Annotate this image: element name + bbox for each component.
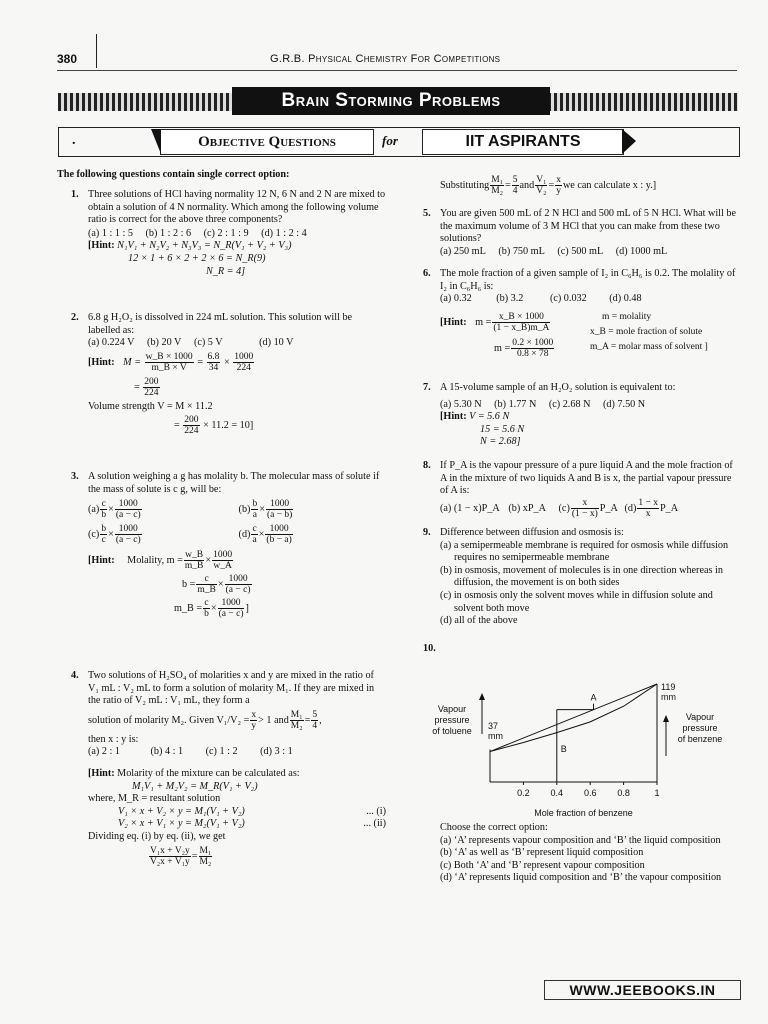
subheader-for: for (382, 133, 398, 148)
question-text: You are given 500 mL of 2 N HCl and 500 mL of 5 N HCl. What will be the maximum volume of 3 M HCl that you can make from these two solutions? (440, 208, 736, 245)
question-text: The mole fraction of a given sample of I₂ in C₆H₆ is 0.2. The molality of I₂ in C₆H₆ is: (440, 268, 736, 292)
hint-label: [Hint: (440, 411, 467, 423)
question-5 (423, 208, 736, 258)
option-d[interactable]: (d) ‘A’ represents liquid composition and ‘B’ the vapour composition (440, 872, 722, 884)
question-2 (71, 312, 386, 437)
x-tick-label: 0.6 (583, 788, 597, 798)
point-label-a: A (590, 692, 597, 703)
equation-tag: ... (i) (366, 805, 386, 817)
vapour-pressure-chart (420, 676, 740, 821)
question-10 (440, 822, 736, 885)
option-a[interactable]: (a) 0.32 (440, 293, 472, 305)
left-value-label: mm (488, 731, 503, 741)
hint-equation: m_B = $\frac{c}{b}$ × $\frac{1000}{(a - c)}$ ] (174, 598, 249, 620)
option-c[interactable]: (c) 1 : 2 (205, 746, 238, 758)
option-a[interactable]: (a) $\frac{c}{b}$ × $\frac{1000}{(a - c)}$ (88, 499, 141, 521)
option-c[interactable]: (c) $\frac{b}{c}$ × $\frac{1000}{(a - c)}$ (88, 524, 141, 546)
option-b[interactable]: (b) ‘A’ as well as ‘B’ represent liquid composition (440, 847, 644, 859)
hint-line: where, M_R = resultant solution (88, 793, 221, 805)
x-tick-label: 0.4 (550, 788, 564, 798)
option-c[interactable]: (c) 500 mL (557, 245, 604, 257)
x-tick-label: 0.2 (517, 788, 530, 798)
question-number: 5. (423, 208, 431, 219)
question-text: Three solutions of HCl having normality 12 N, 6 N and 2 N are mixed to obtain a solution of 4 N normality. Which among the following volume ratio is correct for the above three components? (88, 189, 386, 226)
hint-line: 12 × 1 + 6 × 2 + 2 × 6 = N_R(9) (128, 252, 266, 264)
right-axis-label: of benzene (677, 734, 723, 744)
option-c[interactable]: (c) 0.032 (549, 293, 587, 305)
option-b[interactable]: (b) 3.2 (496, 293, 524, 305)
question-7 (423, 382, 736, 449)
option-d[interactable]: (d) 1 : 2 : 4 (261, 227, 307, 239)
hint-equation: m = $\frac{0.2 \times 1000}{0.8 \times 78}$ (494, 337, 554, 359)
option-b[interactable]: (b) in osmosis, movement of molecules is in one direction whereas in diffusion, the movement is on both sides (440, 564, 723, 589)
subheader-right-wedge (622, 129, 636, 154)
hint-line: N₁V₁ + N₂V₂ + N₃V₃ = N_R(V₁ + V₂ + V₃) (117, 240, 292, 252)
left-value-label: 37 (488, 721, 499, 731)
options-row (88, 499, 386, 520)
banner-right-pattern (548, 93, 738, 111)
hint-block (440, 306, 736, 364)
option-b[interactable]: (b) 750 mL (498, 245, 545, 257)
option-b[interactable]: (b) $\frac{b}{a}$ × $\frac{1000}{(a - b)}$ (238, 499, 293, 521)
option-d[interactable]: (d) 0.48 (609, 293, 642, 305)
options-row (440, 246, 736, 259)
question-text: 6.8 g H₂O₂ is dissolved in 224 mL solution. This solution will be labelled as: (88, 312, 353, 336)
option-c[interactable]: (c) $\frac{x}{(1 - x)}$ P_A (558, 497, 618, 519)
options-row (440, 399, 736, 412)
left-axis-label: pressure (434, 715, 470, 725)
options-row (88, 746, 386, 759)
hint-equation: [Hint: Molality, m = $\frac{w\_B}{m\_B}$ × $\frac{1000}{w\_A}$ (88, 550, 233, 572)
header-divider (96, 34, 97, 68)
left-axis-label: Vapour (437, 704, 467, 714)
page-number: 380 (57, 52, 78, 66)
fraction: $\frac{200}{224}$ (144, 376, 159, 398)
option-a[interactable]: (a) 1 : 1 : 5 (88, 227, 133, 239)
question-text: A 15-volume sample of an H₂O₂ solution is equivalent to: (440, 382, 676, 393)
question-number: 6. (423, 268, 431, 279)
options-row (88, 337, 386, 350)
subheader-right: IIT ASPIRANTS (422, 129, 624, 155)
hint-line: Volume strength V = M × 11.2 (88, 400, 213, 412)
x-axis-label: Mole fraction of benzene (534, 808, 633, 818)
hint-label: [Hint: (88, 356, 115, 368)
hint-label: [Hint: (88, 767, 115, 779)
hint-label: [Hint: (88, 240, 115, 252)
left-axis-label: of toluene (432, 726, 472, 736)
legend-item: m_A = molar mass of solvent ] (590, 341, 708, 352)
fraction: $\frac{6.8}{34}$ (207, 351, 220, 373)
hint-text: Molarity of the mixture can be calculated as: (117, 767, 300, 779)
fraction: $\frac{200}{224}$ (184, 415, 199, 437)
option-c[interactable]: (c) 2.68 N (548, 398, 591, 410)
options-row (440, 293, 736, 306)
legend-item: x_B = mole fraction of solute (590, 326, 703, 337)
legend-item: m = molality (602, 311, 652, 322)
right-value-label: mm (661, 692, 676, 702)
liquid-line (490, 684, 657, 752)
hint-line: 15 = 5.6 N (480, 423, 525, 435)
option-a[interactable]: (a) 2 : 1 (88, 746, 120, 758)
hint-equation: [Hint: m = $\frac{x\_B \times 1000}{(1 - x\_B)m\_A}$ (440, 311, 550, 333)
option-a[interactable]: (a) a semipermeable membrane is required for osmosis while diffusion requires no semipermeable membrane (440, 539, 729, 564)
question-6 (423, 268, 736, 364)
question-number: 9. (423, 527, 431, 538)
option-b[interactable]: (b) 1 : 2 : 6 (145, 227, 192, 239)
hint-equation: = $\frac{200}{224}$ × 11.2 = 10] (174, 415, 254, 437)
option-a[interactable]: (a) 250 mL (440, 245, 486, 257)
hint-line: V₂ × x + V₁ × y = M₂(V₁ + V₂) ... (ii) (118, 818, 386, 830)
hint-line: N = 2.68] (480, 436, 521, 448)
footer-watermark: WWW.JEEBOOKS.IN (544, 980, 741, 1000)
question-prompt: then x : y is: (88, 733, 139, 745)
option-a[interactable]: (a) ‘A’ represents vapour composition and ‘B’ the liquid composition (440, 834, 721, 846)
hint-line: N_R = 4] (206, 265, 246, 277)
option-b[interactable]: (b) 4 : 1 (150, 746, 184, 758)
subheader-left: Objective Questions (160, 129, 374, 155)
fraction: $\frac{w\_B \times 1000}{m\_B \times V}$ (145, 351, 193, 373)
hint-line: V = 5.6 N (469, 411, 510, 423)
option-a[interactable]: (a) 0.224 V (88, 337, 135, 349)
equation-tag: ... (ii) (363, 818, 386, 830)
option-d[interactable]: (d) $\frac{c}{a}$ × $\frac{1000}{(b - a)}$ (238, 524, 292, 546)
option-d[interactable]: (d) 7.50 N (603, 398, 646, 410)
question-number: 8. (423, 460, 431, 471)
question-1 (71, 189, 386, 278)
question-prompt: Choose the correct option: (440, 822, 548, 833)
hint-text: M = (123, 356, 142, 368)
option-a[interactable]: (a) (1 − x)P_A (440, 502, 500, 514)
header-rule (57, 70, 737, 71)
question-9 (423, 527, 736, 628)
question-text: If P_A is the vapour pressure of a pure liquid A and the mole fraction of A in the mixture of two liquids A and B is x, the partial vapour pressure of A is: (440, 460, 733, 497)
left-arrow-head (479, 693, 485, 700)
subheader-bullet: . (72, 133, 76, 148)
right-arrow-head (663, 715, 669, 722)
hint-equation: $\frac{\text{V₁x + V₂y}}{\text{V₂x + V₁y}}$ = $\frac{\text{M₁}}{\text{M₂}}$ (150, 845, 212, 867)
option-d[interactable]: (d) all of the above (440, 615, 518, 627)
hint-legend (590, 310, 708, 355)
options-row (88, 524, 386, 545)
x-tick-label: 0.8 (617, 788, 630, 798)
point-label-b: B (560, 744, 567, 754)
option-b[interactable]: (b) 1.77 N (494, 398, 537, 410)
question-text: A solution weighing a g has molality b. The molecular mass of solute if the mass of solute is c g, will be: (88, 471, 380, 495)
option-c[interactable]: (c) 5 V (193, 337, 223, 349)
question-number: 1. (71, 189, 79, 200)
options-row (88, 228, 386, 241)
option-b[interactable]: (b) 20 V (147, 337, 182, 349)
option-a[interactable]: (a) 5.30 N (440, 398, 482, 410)
options-row (440, 498, 736, 519)
banner-left-pattern (58, 93, 240, 111)
option-d[interactable]: (d) 10 V (259, 337, 294, 349)
hint-line: Dividing eq. (i) by eq. (ii), we get (88, 830, 226, 842)
option-d[interactable]: (d) 1000 mL (615, 245, 668, 257)
question-number: 4. (71, 670, 79, 681)
hint-equation: b = $\frac{c}{m\_B}$ × $\frac{1000}{(a - c)}$ (182, 574, 251, 596)
hint-equation: = $\frac{200}{224}$ (134, 376, 159, 398)
question-8 (423, 460, 736, 519)
book-title: G.R.B. Physical Chemistry For Competitions (270, 53, 501, 65)
question-text: Difference between diffusion and osmosis is: (440, 527, 624, 538)
question-text: Two solutions of H₂SO₄ of molarities x and y are mixed in the ratio of V₁ mL : V₂ mL to form a solution of molarity M₁. If they are mixed in the ratio of V₂ mL : V₁ mL, they form a (88, 670, 375, 707)
right-value-label: 119 (661, 682, 676, 692)
option-c[interactable]: (c) 2 : 1 : 9 (203, 227, 249, 239)
subheader-left-wedge (151, 129, 161, 154)
right-axis-label: pressure (682, 723, 718, 733)
question-given: solution of molarity M₂. Given V₁/V₂ = $\frac{x}{y}$ > 1 and $\frac{\text{M₁}}{\text{M₂}}$ = $\frac{5}{4}$ , (88, 709, 322, 731)
option-d[interactable]: (d) 3 : 1 (260, 746, 293, 758)
option-b[interactable]: (b) xP_A (508, 502, 546, 514)
question-number: 7. (423, 382, 431, 393)
q4-substitution: Substituting $\frac{\text{M₁}}{\text{M₂}}$ = $\frac{5}{4}$ and $\frac{\text{V₁}}{\text{V₂}}$ = $\frac{x}{y}$ we can calculate x : y.] (440, 175, 657, 196)
section-title: Brain Storming Problems (232, 87, 550, 115)
question-3 (71, 471, 386, 620)
fraction: $\frac{1000}{224}$ (234, 351, 254, 373)
question-10-number: 10. (423, 643, 436, 654)
hint-label: [Hint: (440, 316, 467, 328)
right-axis-label: Vapour (685, 712, 715, 722)
intro-text: The following questions contain single correct option: (57, 169, 290, 180)
option-d[interactable]: (d) $\frac{1 - x}{x}$ P_A (624, 497, 679, 519)
hint-equation: [Hint: M = $\frac{w\_B \times 1000}{m\_B \times V}$ = $\frac{6.8}{34}$ × $\frac{1000}{224}$ (88, 351, 254, 373)
x-tick-label: 1 (654, 788, 660, 798)
option-c[interactable]: (c) in osmosis only the solvent moves while in diffusion solute and solvent both move (440, 589, 713, 614)
question-number: 2. (71, 312, 79, 323)
hint-label: [Hint: (88, 555, 115, 567)
hint-line: M₁V₁ + M₂V₂ = M_R(V₁ + V₂) (132, 780, 258, 792)
question-4 (71, 670, 386, 867)
question-number: 3. (71, 471, 79, 482)
hint-line: V₁ × x + V₂ × y = M₁(V₁ + V₂) ... (i) (118, 805, 386, 817)
option-c[interactable]: (c) Both ‘A’ and ‘B’ represent vapour composition (440, 859, 645, 871)
